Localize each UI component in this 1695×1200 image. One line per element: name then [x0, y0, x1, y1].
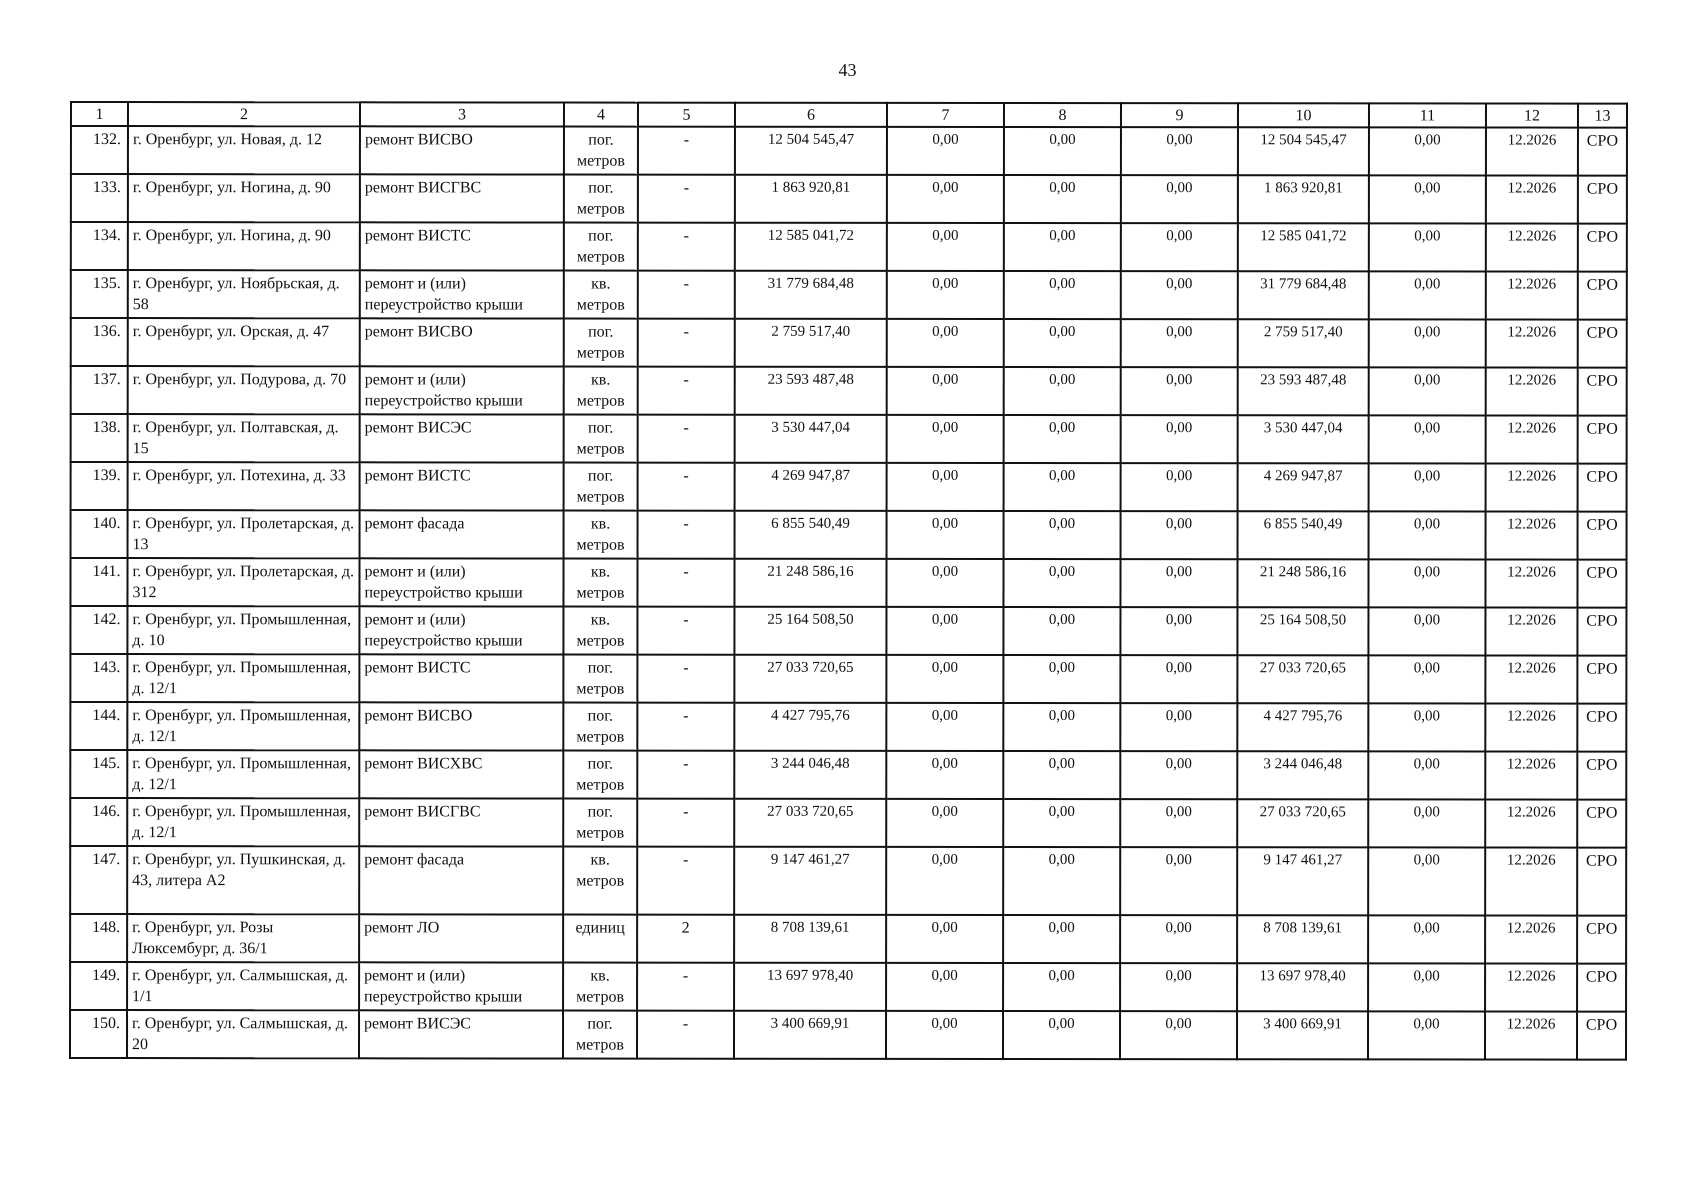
column-header: 4 — [564, 103, 638, 127]
cost-col7-cell: 0,00 — [887, 415, 1004, 463]
table-row — [70, 962, 1626, 1012]
quantity-cell: - — [638, 415, 735, 463]
address-cell: г. Оренбург, ул. Промышленная, д. 12/1 — [127, 702, 359, 750]
cost-col7-cell: 0,00 — [886, 703, 1003, 751]
method-cell: СРО — [1578, 272, 1627, 320]
unit-cell: кв. метров — [564, 367, 638, 415]
address-cell: г. Оренбург, ул. Пролетарская, д. 13 — [128, 510, 360, 558]
completion-date-cell: 12.2026 — [1485, 703, 1577, 751]
completion-date-cell: 12.2026 — [1486, 319, 1578, 367]
quantity-cell: - — [637, 963, 734, 1011]
quantity-cell: - — [637, 655, 734, 703]
work-type-cell: ремонт ВИСХВС — [359, 750, 563, 798]
cost-col9-cell: 0,00 — [1121, 367, 1238, 415]
unit-cell: пог. метров — [563, 751, 637, 799]
quantity-cell: - — [637, 559, 734, 607]
work-type-cell: ремонт ВИСТС — [360, 222, 564, 270]
cost-col10-cell: 12 585 041,72 — [1238, 223, 1369, 271]
work-type-cell: ремонт ВИСВО — [359, 702, 563, 750]
table-row — [70, 1010, 1626, 1060]
row-number-cell: 138. — [71, 414, 128, 462]
unit-cell: пог. метров — [563, 799, 637, 847]
cost-col11-cell: 0,00 — [1369, 367, 1486, 415]
column-header: 5 — [638, 103, 735, 127]
work-type-cell: ремонт фасада — [359, 846, 563, 914]
cost-total-cell: 2 759 517,40 — [735, 319, 887, 367]
row-number-cell: 139. — [71, 462, 128, 510]
cost-col11-cell: 0,00 — [1369, 511, 1486, 559]
cost-col9-cell: 0,00 — [1120, 655, 1237, 703]
row-number-cell: 147. — [70, 846, 127, 914]
column-header: 13 — [1578, 104, 1627, 128]
unit-cell: кв. метров — [564, 511, 638, 559]
cost-col10-cell: 23 593 487,48 — [1238, 367, 1369, 415]
table-row — [71, 510, 1627, 560]
work-type-cell: ремонт и (или) переустройство крыши — [360, 366, 564, 414]
cost-total-cell: 4 427 795,76 — [734, 703, 886, 751]
row-number-cell: 142. — [70, 606, 127, 654]
cost-col11-cell: 0,00 — [1368, 655, 1485, 703]
completion-date-cell: 12.2026 — [1485, 751, 1577, 799]
address-cell: г. Оренбург, ул. Ногина, д. 90 — [128, 222, 360, 270]
table-row — [70, 702, 1626, 752]
cost-col8-cell: 0,00 — [1004, 367, 1121, 415]
cost-col7-cell: 0,00 — [887, 319, 1004, 367]
work-type-cell: ремонт ВИСГВС — [360, 174, 564, 222]
unit-cell: кв. метров — [563, 607, 637, 655]
cost-col8-cell: 0,00 — [1004, 463, 1121, 511]
method-cell: СРО — [1578, 512, 1627, 560]
cost-col8-cell: 0,00 — [1004, 319, 1121, 367]
cost-total-cell: 25 164 508,50 — [734, 607, 886, 655]
quantity-cell: - — [638, 175, 735, 223]
cost-col11-cell: 0,00 — [1368, 703, 1485, 751]
method-cell: СРО — [1577, 560, 1626, 608]
column-header: 7 — [887, 103, 1004, 127]
cost-col10-cell: 31 779 684,48 — [1238, 271, 1369, 319]
completion-date-cell: 12.2026 — [1486, 127, 1578, 175]
cost-col11-cell: 0,00 — [1368, 751, 1485, 799]
cost-col9-cell: 0,00 — [1121, 415, 1238, 463]
cost-total-cell: 12 504 545,47 — [735, 127, 887, 175]
completion-date-cell: 12.2026 — [1485, 655, 1577, 703]
method-cell: СРО — [1577, 964, 1626, 1012]
table-row — [71, 366, 1627, 416]
row-number-cell: 133. — [71, 174, 128, 222]
address-cell: г. Оренбург, ул. Потехина, д. 33 — [128, 462, 360, 510]
method-cell: СРО — [1578, 416, 1627, 464]
cost-total-cell: 9 147 461,27 — [734, 847, 886, 915]
quantity-cell: - — [637, 607, 734, 655]
cost-col10-cell: 2 759 517,40 — [1238, 319, 1369, 367]
address-cell: г. Оренбург, ул. Пролетарская, д. 312 — [127, 558, 359, 606]
address-cell: г. Оренбург, ул. Промышленная, д. 12/1 — [127, 750, 359, 798]
method-cell: СРО — [1578, 176, 1627, 224]
row-number-cell: 132. — [71, 126, 128, 174]
unit-cell: кв. метров — [564, 271, 638, 319]
unit-cell: пог. метров — [564, 223, 638, 271]
cost-col8-cell: 0,00 — [1004, 271, 1121, 319]
table-row — [70, 558, 1626, 608]
table-row — [70, 606, 1626, 656]
cost-col7-cell: 0,00 — [886, 559, 1003, 607]
address-cell: г. Оренбург, ул. Промышленная, д. 12/1 — [127, 654, 359, 702]
cost-col9-cell: 0,00 — [1120, 963, 1237, 1011]
cost-total-cell: 31 779 684,48 — [735, 271, 887, 319]
method-cell: СРО — [1577, 752, 1626, 800]
address-cell: г. Оренбург, ул. Полтавская, д. 15 — [128, 414, 360, 462]
cost-col9-cell: 0,00 — [1121, 175, 1238, 223]
table-row — [70, 846, 1626, 916]
completion-date-cell: 12.2026 — [1486, 511, 1578, 559]
unit-cell: единиц — [563, 915, 637, 963]
cost-col11-cell: 0,00 — [1368, 847, 1485, 915]
row-number-cell: 145. — [70, 750, 127, 798]
row-number-cell: 141. — [70, 558, 127, 606]
row-number-cell: 146. — [70, 798, 127, 846]
quantity-cell: - — [638, 223, 735, 271]
cost-col11-cell: 0,00 — [1368, 963, 1485, 1011]
quantity-cell: 2 — [637, 915, 734, 963]
table-row — [71, 462, 1627, 512]
cost-col11-cell: 0,00 — [1369, 127, 1486, 175]
method-cell: СРО — [1578, 128, 1627, 176]
table-row — [71, 174, 1627, 224]
method-cell: СРО — [1577, 916, 1626, 964]
cost-col8-cell: 0,00 — [1003, 963, 1120, 1011]
quantity-cell: - — [637, 703, 734, 751]
address-cell: г. Оренбург, ул. Промышленная, д. 10 — [127, 606, 359, 654]
column-header: 10 — [1238, 103, 1369, 127]
completion-date-cell: 12.2026 — [1485, 1011, 1577, 1059]
row-number-cell: 136. — [71, 318, 128, 366]
cost-col10-cell: 27 033 720,65 — [1237, 655, 1368, 703]
cost-total-cell: 27 033 720,65 — [734, 655, 886, 703]
cost-col7-cell: 0,00 — [886, 799, 1003, 847]
unit-cell: пог. метров — [564, 415, 638, 463]
completion-date-cell: 12.2026 — [1486, 223, 1578, 271]
cost-col10-cell: 1 863 920,81 — [1238, 175, 1369, 223]
table-row — [70, 798, 1626, 848]
method-cell: СРО — [1577, 656, 1626, 704]
cost-col10-cell: 3 530 447,04 — [1238, 415, 1369, 463]
cost-total-cell: 4 269 947,87 — [735, 463, 887, 511]
quantity-cell: - — [638, 367, 735, 415]
completion-date-cell: 12.2026 — [1485, 607, 1577, 655]
cost-total-cell: 6 855 540,49 — [735, 511, 887, 559]
cost-col10-cell: 8 708 139,61 — [1237, 915, 1368, 963]
method-cell: СРО — [1578, 368, 1627, 416]
cost-col8-cell: 0,00 — [1003, 751, 1120, 799]
completion-date-cell: 12.2026 — [1485, 847, 1577, 915]
quantity-cell: - — [638, 271, 735, 319]
unit-cell: пог. метров — [563, 655, 637, 703]
work-type-cell: ремонт фасада — [360, 510, 564, 558]
cost-col10-cell: 4 269 947,87 — [1238, 463, 1369, 511]
table-body — [70, 126, 1627, 1060]
completion-date-cell: 12.2026 — [1486, 175, 1578, 223]
cost-total-cell: 3 400 669,91 — [734, 1011, 886, 1059]
column-header: 3 — [360, 102, 564, 126]
completion-date-cell: 12.2026 — [1486, 271, 1578, 319]
cost-col11-cell: 0,00 — [1368, 607, 1485, 655]
row-number-cell: 149. — [70, 962, 127, 1010]
row-number-cell: 137. — [71, 366, 128, 414]
cost-col7-cell: 0,00 — [887, 223, 1004, 271]
address-cell: г. Оренбург, ул. Салмышская, д. 1/1 — [127, 962, 359, 1010]
cost-col7-cell: 0,00 — [887, 511, 1004, 559]
work-type-cell: ремонт ВИСВО — [360, 126, 564, 174]
cost-col10-cell: 21 248 586,16 — [1237, 559, 1368, 607]
work-type-cell: ремонт ВИСЭС — [360, 414, 564, 462]
cost-total-cell: 12 585 041,72 — [735, 223, 887, 271]
cost-col10-cell: 3 244 046,48 — [1237, 751, 1368, 799]
cost-total-cell: 23 593 487,48 — [735, 367, 887, 415]
cost-col9-cell: 0,00 — [1121, 511, 1238, 559]
completion-date-cell: 12.2026 — [1485, 799, 1577, 847]
method-cell: СРО — [1578, 320, 1627, 368]
completion-date-cell: 12.2026 — [1485, 915, 1577, 963]
cost-col10-cell: 9 147 461,27 — [1237, 847, 1368, 915]
row-number-cell: 135. — [71, 270, 128, 318]
row-number-cell: 144. — [70, 702, 127, 750]
column-header: 11 — [1369, 103, 1486, 127]
cost-total-cell: 8 708 139,61 — [734, 915, 886, 963]
table-row — [71, 414, 1627, 464]
row-number-cell: 140. — [71, 510, 128, 558]
cost-col9-cell: 0,00 — [1120, 847, 1237, 915]
cost-col7-cell: 0,00 — [887, 271, 1004, 319]
unit-cell: пог. метров — [563, 1011, 637, 1059]
table-row — [71, 222, 1627, 272]
cost-col11-cell: 0,00 — [1368, 915, 1485, 963]
cost-col10-cell: 6 855 540,49 — [1238, 511, 1369, 559]
cost-col10-cell: 4 427 795,76 — [1237, 703, 1368, 751]
column-header: 8 — [1004, 103, 1121, 127]
cost-col7-cell: 0,00 — [886, 847, 1003, 915]
cost-total-cell: 3 530 447,04 — [735, 415, 887, 463]
row-number-cell: 143. — [70, 654, 127, 702]
cost-col9-cell: 0,00 — [1120, 915, 1237, 963]
cost-col8-cell: 0,00 — [1004, 415, 1121, 463]
cost-col7-cell: 0,00 — [886, 1011, 1003, 1059]
cost-col7-cell: 0,00 — [887, 367, 1004, 415]
cost-col11-cell: 0,00 — [1369, 319, 1486, 367]
cost-col11-cell: 0,00 — [1369, 415, 1486, 463]
column-header: 1 — [71, 102, 128, 126]
cost-col8-cell: 0,00 — [1004, 175, 1121, 223]
table-row — [70, 654, 1626, 704]
method-cell: СРО — [1577, 608, 1626, 656]
cost-col7-cell: 0,00 — [887, 175, 1004, 223]
cost-col9-cell: 0,00 — [1121, 319, 1238, 367]
completion-date-cell: 12.2026 — [1486, 463, 1578, 511]
address-cell: г. Оренбург, ул. Новая, д. 12 — [128, 126, 360, 174]
quantity-cell: - — [638, 319, 735, 367]
column-header: 9 — [1121, 103, 1238, 127]
cost-col11-cell: 0,00 — [1368, 559, 1485, 607]
cost-col9-cell: 0,00 — [1120, 703, 1237, 751]
cost-col8-cell: 0,00 — [1003, 1011, 1120, 1059]
cost-col11-cell: 0,00 — [1369, 463, 1486, 511]
column-header: 2 — [128, 102, 360, 126]
unit-cell: кв. метров — [563, 559, 637, 607]
cost-col10-cell: 3 400 669,91 — [1237, 1011, 1368, 1059]
cost-col9-cell: 0,00 — [1120, 799, 1237, 847]
address-cell: г. Оренбург, ул. Ноябрьская, д. 58 — [128, 270, 360, 318]
cost-total-cell: 3 244 046,48 — [734, 751, 886, 799]
quantity-cell: - — [637, 751, 734, 799]
cost-col8-cell: 0,00 — [1003, 915, 1120, 963]
quantity-cell: - — [637, 847, 734, 915]
column-header: 6 — [735, 103, 887, 127]
method-cell: СРО — [1577, 800, 1626, 848]
work-type-cell: ремонт и (или) переустройство крыши — [360, 270, 564, 318]
cost-col9-cell: 0,00 — [1121, 127, 1238, 175]
cost-col8-cell: 0,00 — [1003, 655, 1120, 703]
cost-col10-cell: 27 033 720,65 — [1237, 799, 1368, 847]
cost-col9-cell: 0,00 — [1121, 463, 1238, 511]
cost-col8-cell: 0,00 — [1004, 127, 1121, 175]
cost-col11-cell: 0,00 — [1368, 1011, 1485, 1059]
cost-col7-cell: 0,00 — [887, 463, 1004, 511]
address-cell: г. Оренбург, ул. Салмышская, д. 20 — [127, 1010, 359, 1058]
cost-col8-cell: 0,00 — [1003, 703, 1120, 751]
table-row — [71, 270, 1627, 320]
table-row — [71, 318, 1627, 368]
work-type-cell: ремонт ВИСГВС — [359, 798, 563, 846]
cost-col7-cell: 0,00 — [886, 607, 1003, 655]
unit-cell: кв. метров — [563, 847, 637, 915]
unit-cell: пог. метров — [563, 703, 637, 751]
work-type-cell: ремонт ЛО — [359, 914, 563, 962]
cost-col8-cell: 0,00 — [1003, 559, 1120, 607]
cost-col11-cell: 0,00 — [1369, 175, 1486, 223]
address-cell: г. Оренбург, ул. Розы Люксембург, д. 36/1 — [127, 914, 359, 962]
row-number-cell: 150. — [70, 1010, 127, 1058]
page-number: 43 — [838, 60, 857, 80]
cost-col8-cell: 0,00 — [1004, 511, 1121, 559]
unit-cell: пог. метров — [564, 127, 638, 175]
completion-date-cell: 12.2026 — [1485, 963, 1577, 1011]
cost-col8-cell: 0,00 — [1003, 607, 1120, 655]
cost-col9-cell: 0,00 — [1121, 223, 1238, 271]
cost-col11-cell: 0,00 — [1369, 271, 1486, 319]
method-cell: СРО — [1577, 848, 1626, 916]
cost-col7-cell: 0,00 — [887, 127, 1004, 175]
work-type-cell: ремонт и (или) переустройство крыши — [359, 606, 563, 654]
row-number-cell: 134. — [71, 222, 128, 270]
work-type-cell: ремонт ВИСТС — [360, 462, 564, 510]
work-type-cell: ремонт ВИСТС — [359, 654, 563, 702]
cost-col9-cell: 0,00 — [1120, 1011, 1237, 1059]
cost-col10-cell: 12 504 545,47 — [1238, 127, 1369, 175]
table-row — [70, 914, 1626, 964]
table-row — [71, 126, 1627, 176]
repair-schedule-table — [69, 101, 1628, 1061]
cost-col7-cell: 0,00 — [886, 751, 1003, 799]
cost-col7-cell: 0,00 — [886, 963, 1003, 1011]
work-type-cell: ремонт ВИСЭС — [359, 1010, 563, 1058]
method-cell: СРО — [1577, 1012, 1626, 1060]
cost-total-cell: 27 033 720,65 — [734, 799, 886, 847]
cost-col9-cell: 0,00 — [1121, 271, 1238, 319]
unit-cell: пог. метров — [564, 175, 638, 223]
quantity-cell: - — [638, 127, 735, 175]
cost-col8-cell: 0,00 — [1003, 799, 1120, 847]
table-row — [70, 750, 1626, 800]
unit-cell: пог. метров — [564, 463, 638, 511]
quantity-cell: - — [638, 463, 735, 511]
address-cell: г. Оренбург, ул. Ногина, д. 90 — [128, 174, 360, 222]
address-cell: г. Оренбург, ул. Орская, д. 47 — [128, 318, 360, 366]
unit-cell: пог. метров — [564, 319, 638, 367]
column-header: 12 — [1486, 103, 1578, 127]
cost-col9-cell: 0,00 — [1120, 559, 1237, 607]
cost-total-cell: 21 248 586,16 — [734, 559, 886, 607]
cost-col10-cell: 25 164 508,50 — [1237, 607, 1368, 655]
cost-col8-cell: 0,00 — [1003, 847, 1120, 915]
method-cell: СРО — [1578, 224, 1627, 272]
method-cell: СРО — [1577, 704, 1626, 752]
completion-date-cell: 12.2026 — [1486, 367, 1578, 415]
work-type-cell: ремонт и (или) переустройство крыши — [359, 558, 563, 606]
work-type-cell: ремонт ВИСВО — [360, 318, 564, 366]
completion-date-cell: 12.2026 — [1486, 415, 1578, 463]
column-number-header-row — [71, 102, 1627, 128]
cost-col7-cell: 0,00 — [886, 915, 1003, 963]
work-type-cell: ремонт и (или) переустройство крыши — [359, 962, 563, 1010]
quantity-cell: - — [637, 1011, 734, 1059]
quantity-cell: - — [638, 511, 735, 559]
cost-col10-cell: 13 697 978,40 — [1237, 963, 1368, 1011]
completion-date-cell: 12.2026 — [1485, 559, 1577, 607]
row-number-cell: 148. — [70, 914, 127, 962]
cost-col11-cell: 0,00 — [1369, 223, 1486, 271]
address-cell: г. Оренбург, ул. Промышленная, д. 12/1 — [127, 798, 359, 846]
unit-cell: кв. метров — [563, 963, 637, 1011]
cost-total-cell: 1 863 920,81 — [735, 175, 887, 223]
cost-col9-cell: 0,00 — [1120, 751, 1237, 799]
cost-col7-cell: 0,00 — [886, 655, 1003, 703]
address-cell: г. Оренбург, ул. Подурова, д. 70 — [128, 366, 360, 414]
quantity-cell: - — [637, 799, 734, 847]
method-cell: СРО — [1578, 464, 1627, 512]
cost-col11-cell: 0,00 — [1368, 799, 1485, 847]
cost-total-cell: 13 697 978,40 — [734, 963, 886, 1011]
address-cell: г. Оренбург, ул. Пушкинская, д. 43, литера А2 — [127, 846, 359, 914]
cost-col8-cell: 0,00 — [1004, 223, 1121, 271]
cost-col9-cell: 0,00 — [1120, 607, 1237, 655]
